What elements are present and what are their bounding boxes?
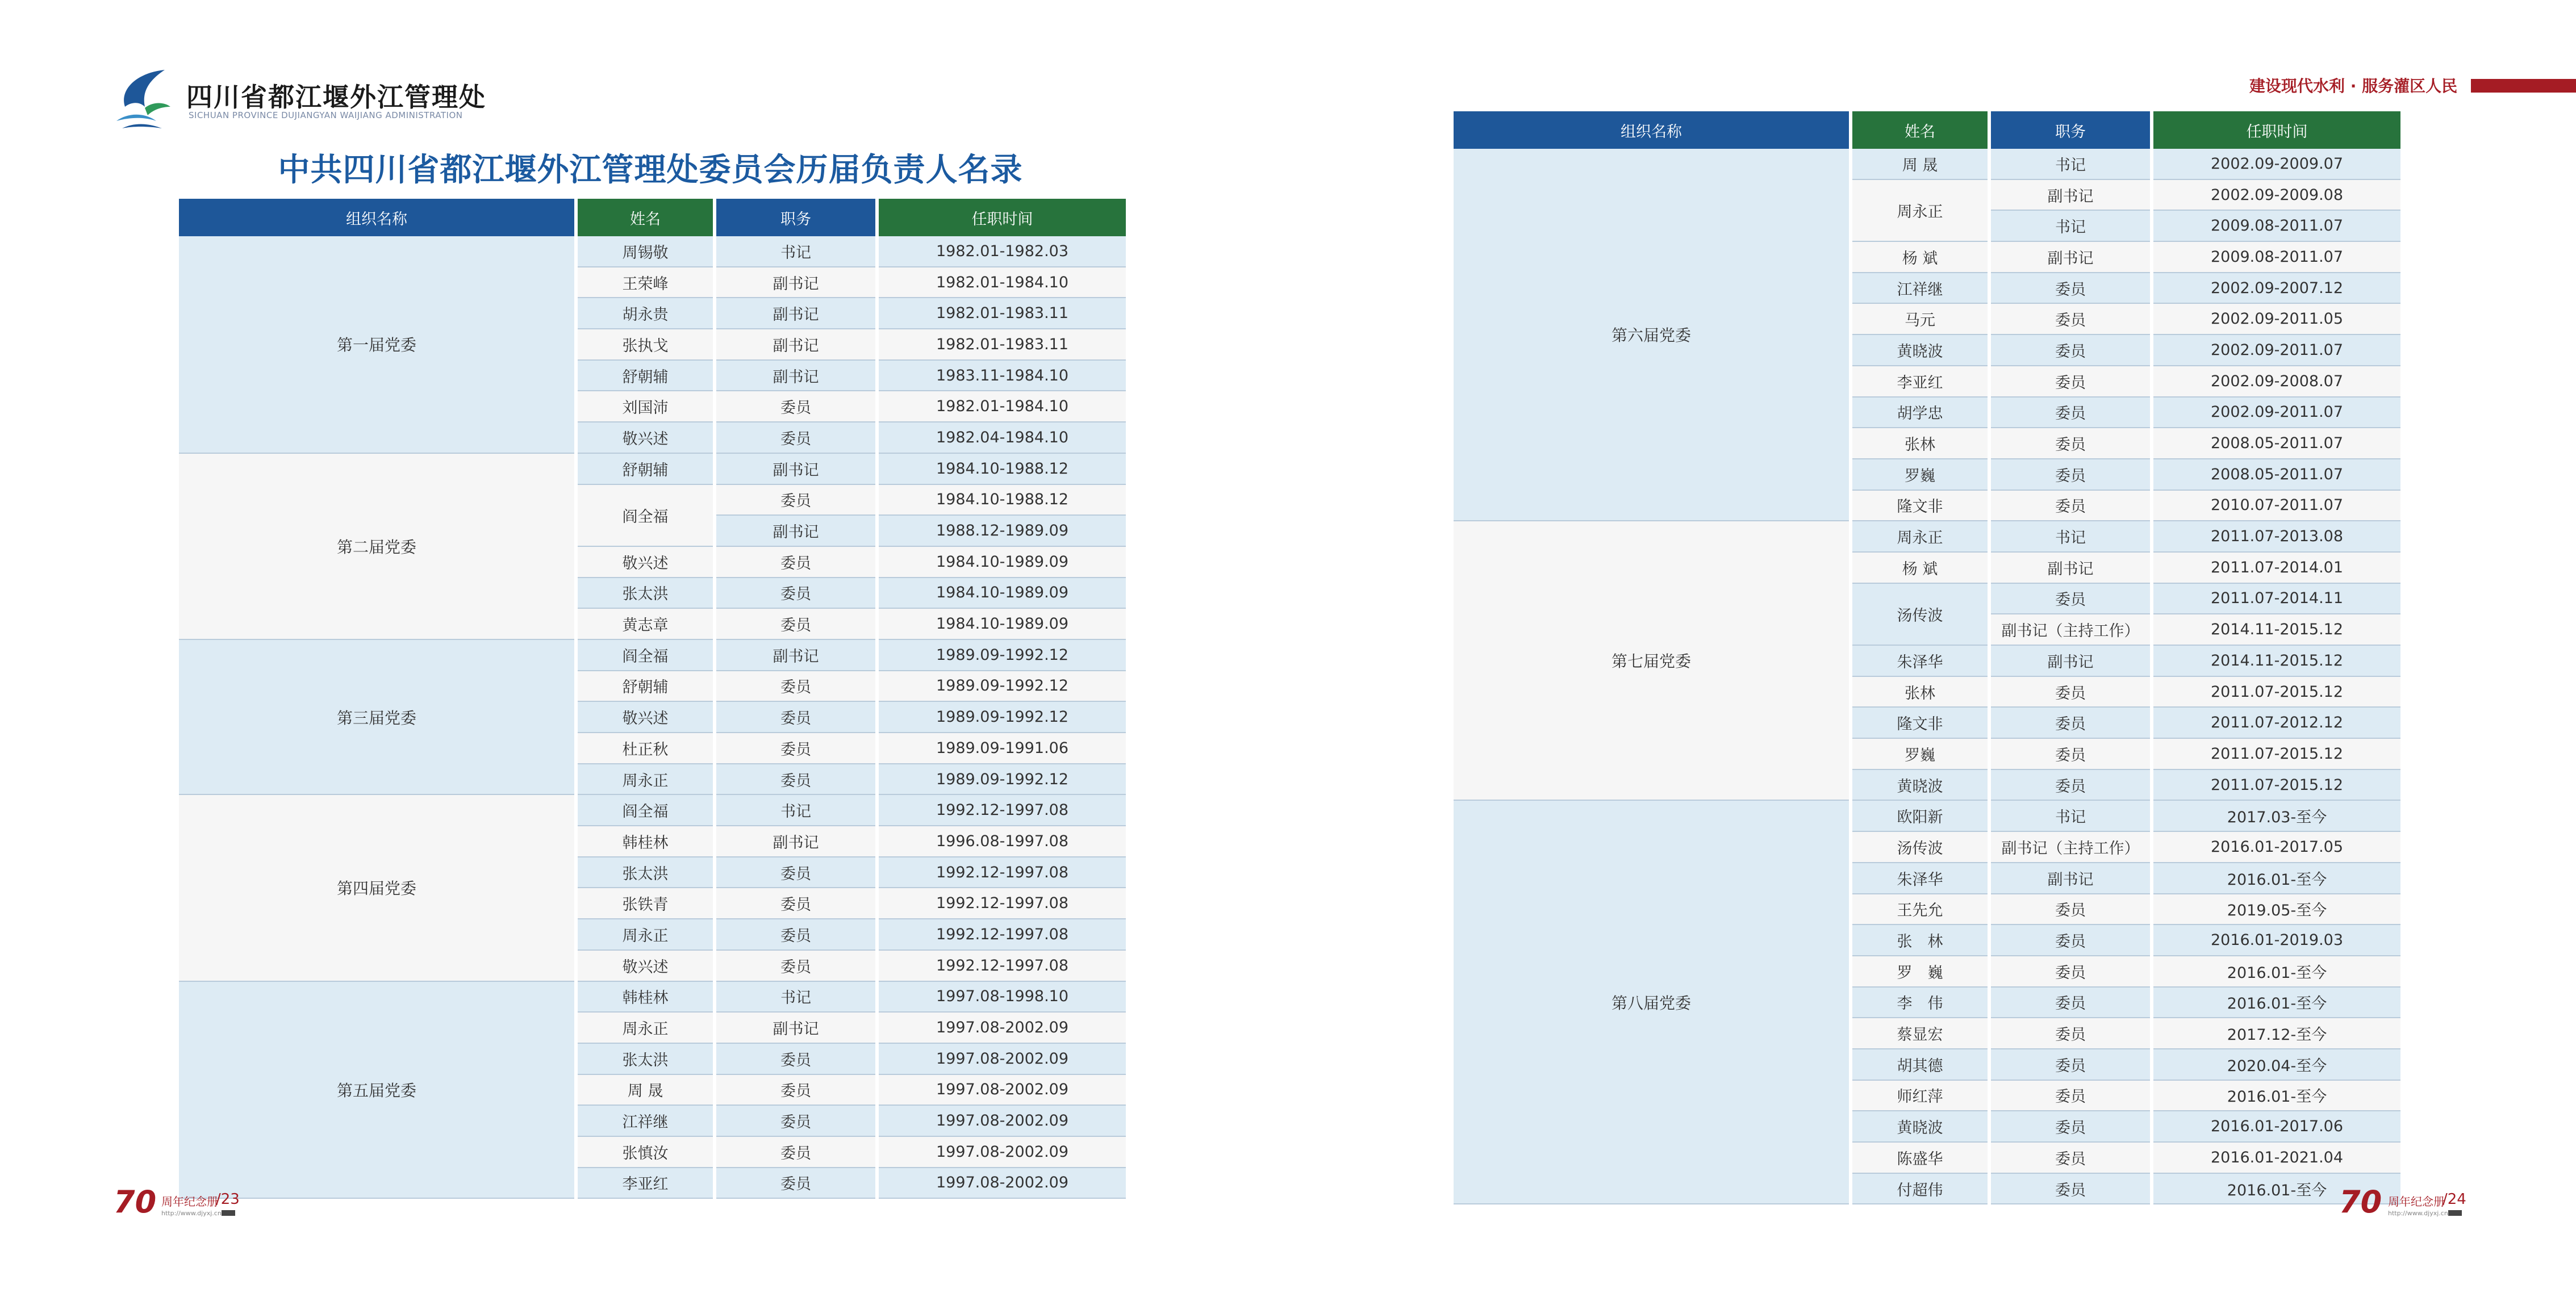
- table-row: [1454, 521, 2400, 553]
- name-cell: 王先允: [1852, 894, 1988, 926]
- term-cell: 2016.01-2017.06: [2153, 1111, 2400, 1143]
- name-cell: 王荣峰: [578, 267, 713, 299]
- term-cell: 2014.11-2015.12: [2153, 646, 2400, 677]
- position-cell: 书记: [1991, 149, 2150, 180]
- name-cell: 隆文非: [1852, 491, 1988, 522]
- position-cell: 委员: [716, 1137, 875, 1168]
- org-name-cell: 第四届党委: [179, 795, 574, 981]
- term-cell: 1996.08-1997.08: [879, 826, 1126, 857]
- table-row: [179, 454, 1126, 485]
- name-cell: 胡学忠: [1852, 398, 1988, 429]
- position-cell: 副书记: [1991, 553, 2150, 584]
- name-cell: 江祥继: [1852, 273, 1988, 304]
- name-cell: 张太洪: [578, 1044, 713, 1075]
- table-row: [179, 795, 1126, 826]
- left-roster-table: [176, 199, 1129, 1199]
- position-cell: 委员: [716, 422, 875, 454]
- footer-right: [2339, 1184, 2382, 1220]
- name-cell: 师红萍: [1852, 1081, 1988, 1112]
- name-cell: 黄晓波: [1852, 335, 1988, 366]
- term-cell: 2016.01-2019.03: [2153, 925, 2400, 956]
- name-cell: 李亚红: [578, 1168, 713, 1199]
- name-cell: 杨 斌: [1852, 242, 1988, 273]
- position-cell: 委员: [716, 1106, 875, 1137]
- name-cell: 阎全福: [578, 795, 713, 826]
- slogan: 建设现代水利 · 服务灌区人民: [2249, 77, 2458, 95]
- term-cell: 2002.09-2011.07: [2153, 398, 2400, 429]
- right-roster-table: [1450, 111, 2404, 1204]
- position-cell: 副书记: [716, 826, 875, 857]
- position-cell: 副书记: [716, 640, 875, 671]
- term-cell: 2002.09-2009.07: [2153, 149, 2400, 180]
- position-cell: 副书记（主持工作）: [1991, 614, 2150, 646]
- table-row: [1454, 149, 2400, 180]
- name-cell: 阎全福: [578, 640, 713, 671]
- position-cell: 书记: [716, 236, 875, 267]
- position-cell: 委员: [716, 919, 875, 951]
- term-cell: 1982.01-1982.03: [879, 236, 1126, 267]
- position-cell: 委员: [1991, 1049, 2150, 1081]
- name-cell: 汤传波: [1852, 832, 1988, 863]
- position-cell: 副书记: [716, 298, 875, 329]
- term-cell: 1982.01-1983.11: [879, 298, 1126, 329]
- name-cell: 李 伟: [1852, 988, 1988, 1019]
- org-name-cn: 四川省都江堰外江管理处: [186, 82, 486, 112]
- position-cell: 委员: [1991, 770, 2150, 801]
- name-cell: 舒朝辅: [578, 454, 713, 485]
- term-cell: 2011.07-2015.12: [2153, 770, 2400, 801]
- name-cell: 黄晓波: [1852, 1111, 1988, 1143]
- name-cell: 周锡敬: [578, 236, 713, 267]
- name-cell: 马元: [1852, 304, 1988, 335]
- name-cell: 黄晓波: [1852, 770, 1988, 801]
- footer-bar: [222, 1210, 235, 1216]
- position-cell: 副书记: [716, 1013, 875, 1044]
- position-cell: 委员: [1991, 428, 2150, 459]
- position-cell: 委员: [1991, 1018, 2150, 1049]
- name-cell: 蔡显宏: [1852, 1018, 1988, 1049]
- name-cell: 张铁青: [578, 888, 713, 919]
- term-cell: 1992.12-1997.08: [879, 919, 1126, 951]
- term-cell: 2011.07-2013.08: [2153, 521, 2400, 553]
- position-cell: 委员: [1991, 398, 2150, 429]
- position-cell: 副书记: [716, 516, 875, 547]
- col-header-position: 职务: [716, 199, 875, 236]
- table-row: [1454, 801, 2400, 832]
- term-cell: 1988.12-1989.09: [879, 516, 1126, 547]
- col-header-org: 组织名称: [1454, 111, 1849, 149]
- anniversary-logo: 70: [114, 1184, 157, 1220]
- org-name-cell: 第一届党委: [179, 236, 574, 454]
- term-cell: 2020.04-至今: [2153, 1049, 2400, 1081]
- position-cell: 委员: [716, 857, 875, 889]
- name-cell: 杜正秋: [578, 733, 713, 764]
- position-cell: 委员: [1991, 584, 2150, 615]
- position-cell: 委员: [716, 671, 875, 702]
- name-cell: 江祥继: [578, 1106, 713, 1137]
- position-cell: 委员: [1991, 1111, 2150, 1143]
- term-cell: 1989.09-1992.12: [879, 640, 1126, 671]
- term-cell: 2011.07-2015.12: [2153, 677, 2400, 708]
- position-cell: 委员: [1991, 273, 2150, 304]
- position-cell: 委员: [716, 764, 875, 796]
- col-header-position: 职务: [1991, 111, 2150, 149]
- term-cell: 2011.07-2015.12: [2153, 739, 2400, 770]
- org-name-cell: 第六届党委: [1454, 149, 1849, 521]
- name-cell: 韩桂林: [578, 826, 713, 857]
- anniversary-text: 周年纪念册: [161, 1195, 218, 1208]
- org-name-en: SICHUAN PROVINCE DUJIANGYAN WAIJIANG ADMINISTRATION: [189, 110, 463, 120]
- position-cell: 书记: [1991, 521, 2150, 553]
- term-cell: 2016.01-至今: [2153, 956, 2400, 988]
- name-cell: 张执戈: [578, 329, 713, 361]
- term-cell: 2016.01-2021.04: [2153, 1143, 2400, 1174]
- footer-url: http://www.djyxj.cn: [161, 1210, 222, 1217]
- name-cell: 敬兴述: [578, 422, 713, 454]
- name-cell: 周永正: [578, 764, 713, 796]
- name-cell: 阎全福: [578, 485, 713, 547]
- position-cell: 委员: [716, 951, 875, 982]
- term-cell: 2016.01-至今: [2153, 988, 2400, 1019]
- term-cell: 1997.08-1998.10: [879, 982, 1126, 1013]
- position-cell: 委员: [1991, 1081, 2150, 1112]
- name-cell: 隆文非: [1852, 708, 1988, 739]
- name-cell: 朱泽华: [1852, 646, 1988, 677]
- name-cell: 韩桂林: [578, 982, 713, 1013]
- term-cell: 2016.01-至今: [2153, 1174, 2400, 1205]
- name-cell: 敬兴述: [578, 702, 713, 733]
- term-cell: 1992.12-1997.08: [879, 857, 1126, 889]
- position-cell: 书记: [1991, 801, 2150, 832]
- term-cell: 2009.08-2011.07: [2153, 242, 2400, 273]
- name-cell: 罗 巍: [1852, 956, 1988, 988]
- name-cell: 陈盛华: [1852, 1143, 1988, 1174]
- term-cell: 1989.09-1992.12: [879, 671, 1126, 702]
- name-cell: 周永正: [1852, 180, 1988, 242]
- term-cell: 1992.12-1997.08: [879, 951, 1126, 982]
- position-cell: 委员: [1991, 1143, 2150, 1174]
- term-cell: 1982.01-1983.11: [879, 329, 1126, 361]
- position-cell: 委员: [1991, 335, 2150, 366]
- position-cell: 委员: [1991, 708, 2150, 739]
- name-cell: 汤传波: [1852, 584, 1988, 646]
- position-cell: 副书记: [1991, 646, 2150, 677]
- term-cell: 1982.01-1984.10: [879, 391, 1126, 422]
- term-cell: 1982.01-1984.10: [879, 267, 1126, 299]
- name-cell: 张 林: [1852, 925, 1988, 956]
- position-cell: 委员: [1991, 366, 2150, 398]
- position-cell: 委员: [1991, 304, 2150, 335]
- term-cell: 2002.09-2011.07: [2153, 335, 2400, 366]
- col-header-name: 姓名: [1852, 111, 1988, 149]
- name-cell: 舒朝辅: [578, 671, 713, 702]
- col-header-org: 组织名称: [179, 199, 574, 236]
- term-cell: 2017.03-至今: [2153, 801, 2400, 832]
- name-cell: 李亚红: [1852, 366, 1988, 398]
- slogan-bar: [2471, 79, 2576, 93]
- term-cell: 1984.10-1989.09: [879, 609, 1126, 640]
- name-cell: 朱泽华: [1852, 863, 1988, 894]
- table-header-row: [1454, 111, 2400, 149]
- position-cell: 副书记: [716, 361, 875, 392]
- position-cell: 委员: [1991, 739, 2150, 770]
- term-cell: 1984.10-1989.09: [879, 578, 1126, 609]
- term-cell: 1983.11-1984.10: [879, 361, 1126, 392]
- term-cell: 1982.04-1984.10: [879, 422, 1126, 454]
- name-cell: 张太洪: [578, 857, 713, 889]
- name-cell: 罗巍: [1852, 459, 1988, 491]
- col-header-term: 任职时间: [879, 199, 1126, 236]
- term-cell: 2016.01-至今: [2153, 1081, 2400, 1112]
- term-cell: 2016.01-2017.05: [2153, 832, 2400, 863]
- term-cell: 2008.05-2011.07: [2153, 459, 2400, 491]
- footer-url: http://www.djyxj.cn: [2388, 1210, 2448, 1217]
- name-cell: 刘国沛: [578, 391, 713, 422]
- table-row: [179, 640, 1126, 671]
- position-cell: 委员: [1991, 677, 2150, 708]
- name-cell: 周永正: [1852, 521, 1988, 553]
- position-cell: 副书记: [716, 454, 875, 485]
- name-cell: 黄志章: [578, 609, 713, 640]
- name-cell: 敬兴述: [578, 951, 713, 982]
- position-cell: 委员: [1991, 988, 2150, 1019]
- footer-left: [114, 1184, 156, 1220]
- name-cell: 周 晟: [578, 1075, 713, 1106]
- position-cell: 书记: [716, 795, 875, 826]
- term-cell: 2010.07-2011.07: [2153, 491, 2400, 522]
- org-name-cell: 第七届党委: [1454, 521, 1849, 801]
- position-cell: 委员: [716, 485, 875, 516]
- name-cell: 胡其德: [1852, 1049, 1988, 1081]
- position-cell: 副书记（主持工作）: [1991, 832, 2150, 863]
- table-row: [179, 236, 1126, 267]
- position-cell: 委员: [716, 578, 875, 609]
- term-cell: 2002.09-2011.05: [2153, 304, 2400, 335]
- org-name-cell: 第五届党委: [179, 982, 574, 1199]
- term-cell: 1997.08-2002.09: [879, 1044, 1126, 1075]
- term-cell: 2002.09-2007.12: [2153, 273, 2400, 304]
- footer-bar: [2448, 1210, 2462, 1216]
- name-cell: 周永正: [578, 1013, 713, 1044]
- name-cell: 付超伟: [1852, 1174, 1988, 1205]
- anniversary-logo: 70: [2339, 1184, 2382, 1220]
- name-cell: 周永正: [578, 919, 713, 951]
- position-cell: 副书记: [716, 329, 875, 361]
- position-cell: 委员: [1991, 491, 2150, 522]
- position-cell: 委员: [716, 702, 875, 733]
- term-cell: 1997.08-2002.09: [879, 1075, 1126, 1106]
- org-name-cell: 第二届党委: [179, 454, 574, 640]
- position-cell: 委员: [716, 609, 875, 640]
- name-cell: 敬兴述: [578, 547, 713, 578]
- position-cell: 委员: [1991, 459, 2150, 491]
- position-cell: 副书记: [716, 267, 875, 299]
- term-cell: 1992.12-1997.08: [879, 888, 1126, 919]
- page-title: 中共四川省都江堰外江管理处委员会历届负责人名录: [278, 152, 1023, 189]
- logo-icon: [114, 67, 176, 135]
- term-cell: 1992.12-1997.08: [879, 795, 1126, 826]
- term-cell: 1984.10-1989.09: [879, 547, 1126, 578]
- position-cell: 委员: [716, 888, 875, 919]
- position-cell: 书记: [716, 982, 875, 1013]
- term-cell: 2017.12-至今: [2153, 1018, 2400, 1049]
- term-cell: 2011.07-2012.12: [2153, 708, 2400, 739]
- position-cell: 委员: [716, 391, 875, 422]
- table-header-row: [179, 199, 1126, 236]
- anniversary-text: 周年纪念册: [2388, 1195, 2445, 1208]
- term-cell: 2016.01-至今: [2153, 863, 2400, 894]
- term-cell: 1989.09-1992.12: [879, 764, 1126, 796]
- position-cell: 委员: [716, 1168, 875, 1199]
- position-cell: 委员: [716, 733, 875, 764]
- term-cell: 2009.08-2011.07: [2153, 211, 2400, 242]
- name-cell: 欧阳新: [1852, 801, 1988, 832]
- term-cell: 2011.07-2014.01: [2153, 553, 2400, 584]
- name-cell: 舒朝辅: [578, 361, 713, 392]
- table-row: [179, 982, 1126, 1013]
- col-header-term: 任职时间: [2153, 111, 2400, 149]
- position-cell: 副书记: [1991, 180, 2150, 211]
- position-cell: 委员: [1991, 1174, 2150, 1205]
- term-cell: 1989.09-1991.06: [879, 733, 1126, 764]
- term-cell: 1984.10-1988.12: [879, 485, 1126, 516]
- term-cell: 1997.08-2002.09: [879, 1137, 1126, 1168]
- page-number-right: /24: [2443, 1191, 2466, 1208]
- position-cell: 副书记: [1991, 863, 2150, 894]
- org-name-cell: 第三届党委: [179, 640, 574, 795]
- name-cell: 张林: [1852, 677, 1988, 708]
- term-cell: 2014.11-2015.12: [2153, 614, 2400, 646]
- position-cell: 委员: [716, 1075, 875, 1106]
- position-cell: 副书记: [1991, 242, 2150, 273]
- term-cell: 2019.05-至今: [2153, 894, 2400, 926]
- name-cell: 罗巍: [1852, 739, 1988, 770]
- term-cell: 1997.08-2002.09: [879, 1168, 1126, 1199]
- position-cell: 书记: [1991, 211, 2150, 242]
- term-cell: 1997.08-2002.09: [879, 1106, 1126, 1137]
- col-header-name: 姓名: [578, 199, 713, 236]
- name-cell: 张慎汝: [578, 1137, 713, 1168]
- position-cell: 委员: [1991, 894, 2150, 926]
- position-cell: 委员: [1991, 925, 2150, 956]
- term-cell: 2002.09-2008.07: [2153, 366, 2400, 398]
- position-cell: 委员: [716, 547, 875, 578]
- term-cell: 1989.09-1992.12: [879, 702, 1126, 733]
- name-cell: 胡永贵: [578, 298, 713, 329]
- name-cell: 周 晟: [1852, 149, 1988, 180]
- name-cell: 张太洪: [578, 578, 713, 609]
- term-cell: 2008.05-2011.07: [2153, 428, 2400, 459]
- term-cell: 2002.09-2009.08: [2153, 180, 2400, 211]
- page-number-left: /23: [216, 1191, 240, 1208]
- term-cell: 1997.08-2002.09: [879, 1013, 1126, 1044]
- org-name-cell: 第八届党委: [1454, 801, 1849, 1204]
- name-cell: 杨 斌: [1852, 553, 1988, 584]
- term-cell: 2011.07-2014.11: [2153, 584, 2400, 615]
- term-cell: 1984.10-1988.12: [879, 454, 1126, 485]
- name-cell: 张林: [1852, 428, 1988, 459]
- position-cell: 委员: [716, 1044, 875, 1075]
- position-cell: 委员: [1991, 956, 2150, 988]
